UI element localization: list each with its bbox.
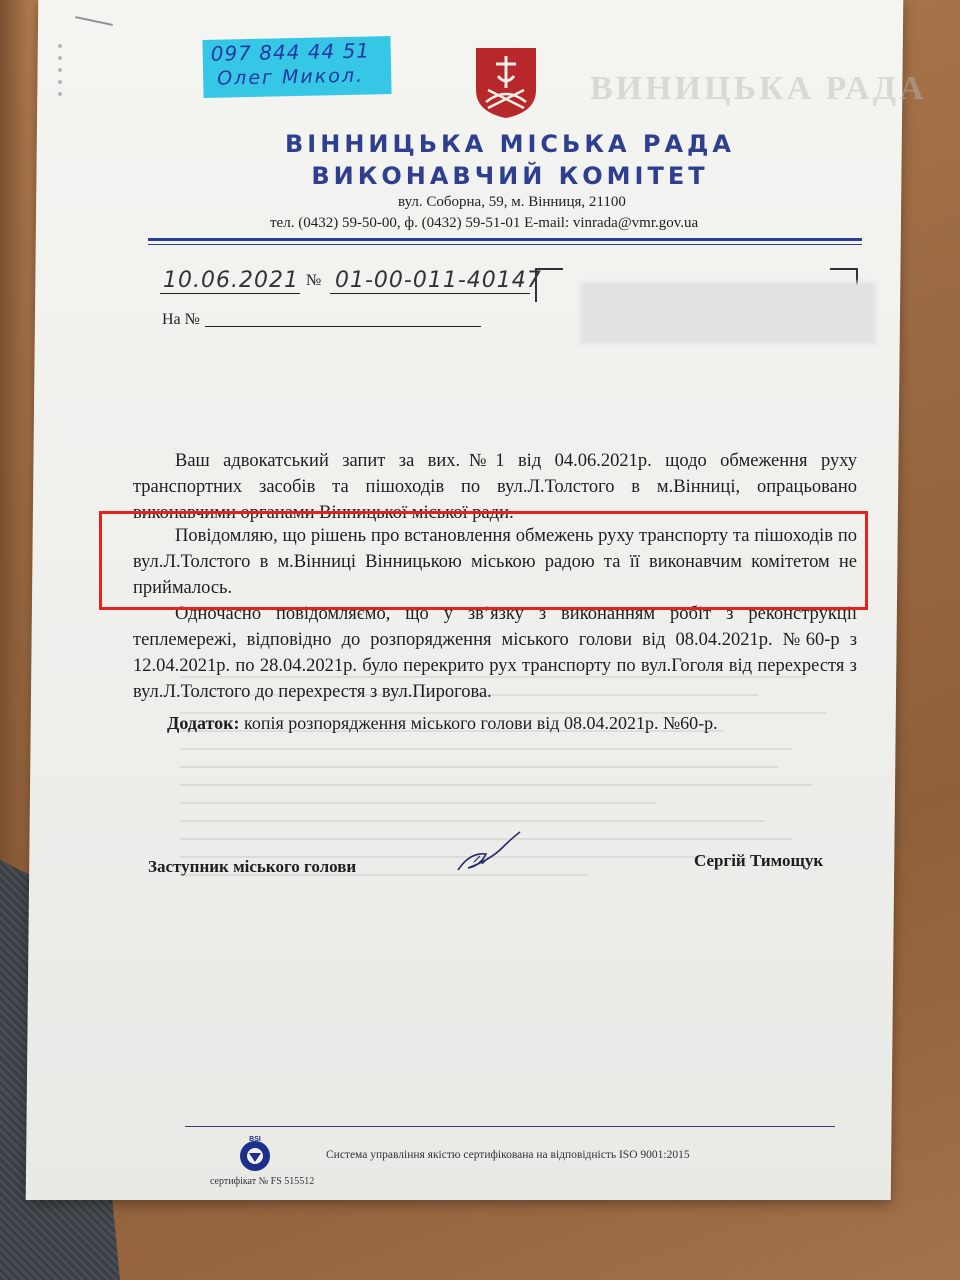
footer-rule [185,1126,835,1127]
handwritten-signature [450,822,530,882]
red-highlight-box [99,511,868,610]
bsi-certification-logo [236,1134,274,1174]
header-rule-thin [148,244,862,245]
reply-reference-label: На № [162,311,200,328]
number-underline [330,293,530,294]
org-title: ВІННИЦЬКА МІСЬКА РАДА [285,130,735,158]
paragraph-request-text: Ваш адвокатський запит за вих.№1 від 04.06.2021р. щодо обмеження руху транспортних засобів та пішоходів по вул.Л.Толстого в м.Вінниці, опрацьовано виконавчими органами Вінницької міської ради. [133,451,857,523]
sticky-name: Олег Микол. [216,64,365,90]
paragraph-closure [133,601,857,705]
signatory-name: Сергій Тимощук [694,851,824,870]
sticky-note [202,36,391,98]
quality-note: Система управління якістю сертифікована на відповідність ISO 9001:2015 [326,1149,690,1161]
attachment-text: копія розпорядження міського голови від 08.04.2021р. №60-р. [239,713,718,733]
attachment-line [167,713,718,734]
number-label: № [306,272,322,289]
addressee-bracket-left [535,268,563,302]
org-contacts: тел. (0432) 59-50-00, ф. (0432) 59-51-01 E-mail: vinrada@vmr.gov.ua [270,215,699,231]
paragraph-closure-text: Одночасно повідомляємо, що у зв’язку з виконанням робіт з реконструкції теплемережі, відповідно до розпорядження міського голови від 08.04.2021р. №60-р з 12.04.2021р. по 28.04.2021р. було перекрито рух транспорту по вул.Гоголя від перехрестя з вул.Л.Толстого до перехрестя з вул.Пирогова. [133,604,857,702]
vinnytsia-coat-of-arms-icon [474,46,538,120]
bsi-logo-text: BSI [249,1136,261,1143]
hole-punch-marks [58,36,66,96]
outgoing-number: 01-00-011-40147 [335,268,542,293]
paragraph-decision-text: Повідомляю, що рішень про встановлення обмежень руху транспорту та пішоходів по вул.Л.Толстого в м.Вінниці Вінницькою міською радою та її виконавчим комітетом не приймалось. [133,526,857,598]
sticky-phone: 097 844 44 51 [210,38,371,66]
redacted-addressee [580,282,876,344]
show-through-text: ВИНИЦЬКА РАДА [590,70,927,107]
reply-reference-underline [205,326,481,327]
attachment-label: Додаток: [167,713,240,733]
outgoing-date: 10.06.2021 [163,268,299,293]
date-underline [160,293,300,294]
org-address: вул. Соборна, 59, м. Вінниця, 21100 [398,194,626,210]
header-rule [148,238,862,241]
certificate-number: сертифікат № FS 515512 [210,1176,315,1187]
org-subtitle: ВИКОНАВЧИЙ КОМІТЕТ [311,162,709,190]
signatory-position: Заступник міського голови [148,857,357,876]
